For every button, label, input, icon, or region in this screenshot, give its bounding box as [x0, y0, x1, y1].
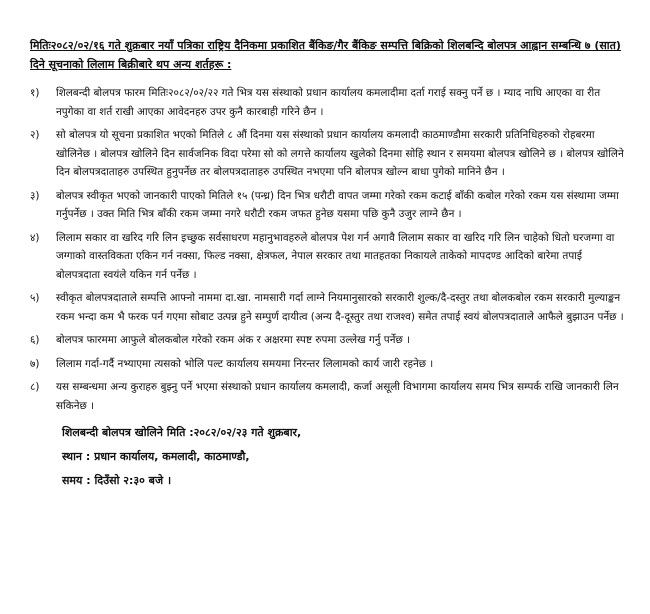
item-number: ८) [30, 381, 40, 393]
opening-date: शिलबन्दी बोलपत्र खोलिने मिति :२०८२/०२/२३ गते शुक्रबार, [62, 426, 302, 439]
item-text: शिलबन्दी बोलपत्र फारम मितिः२०८२/०२/२२ गते भित्र यस संस्थाको प्रधान कार्यालय कमलादीमा दर्ता गराई सक्नु पर्ने छ । म्याद नाघि आएका वा रीत नपुगेका वा शर्त राखी आएका आवेदनहरु उपर कुनै कारबाही गरिने छैन । [56, 87, 601, 118]
item-text: स्वीकृत बोलपत्रदाताले सम्पत्ति आफ्नो नाममा दा.खा. नामसारी गर्दा लाग्ने नियमानुसारको सरकारी शुल्क/दै-दस्तुर तथा बोलकबोल रकम सरकारी मुल्याङ्कन रकम भन्दा कम भै फरक पर्न गएमा सोबाट उत्पन्न हुने सम्पुर्ण दायीत्व (अन्य दै-दूस्तुर तथा राजश्व) समेत तपाई स्वयं बोलपत्रदाताले आफैले बुझाउन पर्नेछ । [56, 292, 624, 323]
list-item [30, 331, 626, 350]
item-text: लिलाम गर्दा-गर्दै नभ्याएमा त्यसको भोलि पल्ट कार्यालय समयमा निरन्तर लिलामको कार्य जारी रहनेछ । [56, 357, 434, 370]
item-text: बोलपत्र फारममा आफुले बोलकबोल गरेको रकम अंक र अक्षरमा स्पष्ट रुपमा उल्लेख गर्नु पर्नेछ । [56, 334, 410, 346]
item-number: ५) [30, 292, 40, 304]
closing-block [62, 421, 626, 493]
item-number: ३) [30, 189, 40, 202]
terms-list [30, 84, 626, 415]
notice-heading: मितिः२०८२/०२/१६ गते शुक्रबार नयाँ पत्रिका राष्ट्रिय दैनिकमा प्रकाशित बैंकिङ/गैर बैंकिङ सम्पत्ति बिक्रिको शिलबन्दि बोलपत्र आह्वान सम्बन्धि ७ (सात) दिने सूचनाको लिलाम बिक्रीबारे थप अन्य शर्तहरू : [30, 39, 621, 71]
item-text: बोलपत्र स्वीकृत भएको जानकारी पाएको मितिले १५ (पन्ध्र) दिन भित्र धरौटी वापत जम्मा गरेको रकम कटाई बाँकी कबोल गरेको रकम यस संस्थामा जम्मा गर्नुपर्नेछ । उक्त मिति भित्र बाँकी रकम जम्मा नगरे धरौटी रकम जफत हुनेछ यसमा पछि कुनै उजुर लाग्ने छैन । [56, 189, 619, 220]
item-number: ४) [30, 231, 40, 244]
item-number: ६) [30, 334, 40, 346]
opening-place: स्थान : प्रधान कार्यालय, कमलादी, काठमाण्डौ, [62, 450, 250, 463]
item-number: १) [30, 87, 40, 99]
item-text: लिलाम सकार वा खरिद गरि लिन इच्छुक सर्वसाधरण महानुभावहरुले बोलपत्र पेश गर्न अगावै लिलाम सकार वा खरिद गरि लिन चाहेको धितो घरजग्गा वा जग्गाको वास्तविकता एकिन गर्न नक्सा, फिल्ड नक्सा, क्षेत्रफल, नेपाल सरकार तथा मातहतका निकायले ताकेको मापदण्ड आदिको बारेमा तपाई बोलपत्रदाता स्वयंले यकिन गर्न पर्नेछ । [56, 231, 615, 281]
list-item [30, 355, 626, 374]
list-item [30, 378, 626, 415]
item-number: ७) [30, 357, 40, 370]
list-item [30, 187, 626, 224]
list-item [30, 289, 626, 326]
item-text: यस सम्बन्धमा अन्य कुराहरु बुझ्नु पर्ने भएमा संस्थाको प्रधान कार्यालय कमलादी, कर्जा असूली विभागमा कार्यालय समय भित्र सम्पर्क राखि जानकारी लिन सकिनेछ । [56, 381, 619, 412]
item-text: सो बोलपत्र यो सूचना प्रकाशित भएको मितिले ८ औं दिनमा यस संस्थाको प्रधान कार्यालय कमलादी काठमाण्डौमा सरकारी प्रतिनिधिहरुको रोहबरमा खोलिनेछ । बोलपत्र खोलिने दिन सार्वजनिक विदा परेमा सो को लगत्ते कार्यालय खुलेको दिनमा सोहि स्थान र समयमा बोलपत्र खोलिने छ । बोलपत्र खोलिने दिन बोलपत्रदाताहरु उपस्थित हुनुपर्नेछ तर बोलपत्रदाताहरु उपस्थित नभएमा पनि बोलपत्र खोल्न बाधा पुगेको मानिने छैन । [56, 129, 624, 178]
list-item [30, 229, 626, 285]
list-item [30, 84, 626, 121]
item-number: २) [30, 129, 40, 141]
list-item [30, 126, 626, 182]
opening-time: समय : दिउँसो २:३० बजे । [62, 474, 172, 487]
